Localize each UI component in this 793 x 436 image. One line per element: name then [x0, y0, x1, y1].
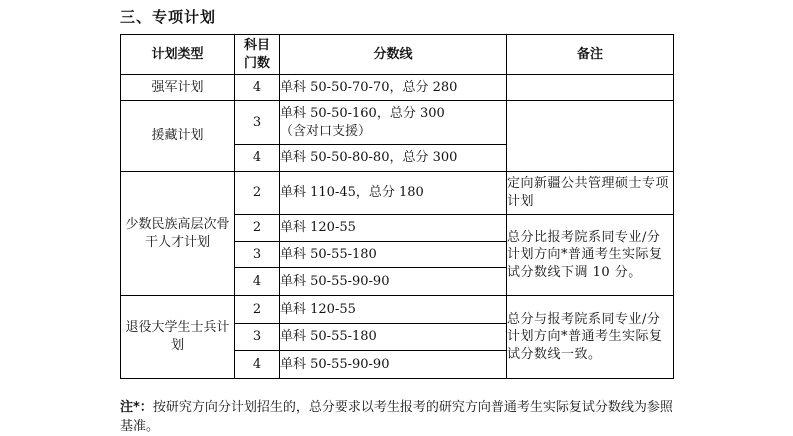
- score-line-cell: 单科 50-55-180: [280, 242, 507, 268]
- plan-type-cell: 退役大学生士兵计划: [121, 296, 235, 379]
- header-score-line: 分数线: [280, 35, 507, 75]
- special-plan-table: [120, 34, 674, 379]
- remark-cell: 总分与报考院系同专业/分计划方向*普通考生实际复试分数线一致。: [507, 296, 674, 379]
- header-plan-type: 计划类型: [121, 35, 235, 75]
- remark-cell: 总分比报考院系同专业/分计划方向*普通考生实际复试分数线下调 10 分。: [507, 215, 674, 296]
- table-row: [121, 75, 674, 101]
- table-row: [121, 172, 674, 215]
- footnote: [120, 398, 680, 436]
- score-line-cell: 单科 50-55-90-90: [280, 351, 507, 379]
- subject-count-cell: 3: [235, 324, 280, 351]
- footnote-label: 注*：: [120, 400, 153, 415]
- header-subject-count: 科目 门数: [235, 35, 280, 75]
- subject-count-cell: 2: [235, 172, 280, 215]
- score-line-cell: 单科 120-55: [280, 296, 507, 324]
- subject-count-cell: 3: [235, 242, 280, 268]
- subject-count-cell: 4: [235, 75, 280, 101]
- subject-count-cell: 4: [235, 268, 280, 296]
- score-line-cell: 单科 50-50-80-80，总分 300: [280, 145, 507, 172]
- table-row: [121, 296, 674, 324]
- subject-count-cell: 2: [235, 215, 280, 242]
- score-line-cell: 单科 110-45，总分 180: [280, 172, 507, 215]
- subject-count-cell: 2: [235, 296, 280, 324]
- score-line-cell: 单科 50-55-180: [280, 324, 507, 351]
- footnote-text: 按研究方向分计划招生的，总分要求以考生报考的研究方向普通考生实际复试分数线为参照基准。: [120, 400, 673, 434]
- table-header-row: [121, 35, 674, 75]
- subject-count-cell: 3: [235, 101, 280, 145]
- remark-cell: [507, 101, 674, 172]
- subject-count-cell: 4: [235, 145, 280, 172]
- plan-type-cell: 少数民族高层次骨干人才计划: [121, 172, 235, 296]
- score-line-cell: 单科 50-50-70-70，总分 280: [280, 75, 507, 101]
- remark-cell: 定向新疆公共管理硕士专项计划: [507, 172, 674, 215]
- score-line-cell: 单科 120-55: [280, 215, 507, 242]
- score-line-cell: 单科 50-55-90-90: [280, 268, 507, 296]
- header-remark: 备注: [507, 35, 674, 75]
- section-title: 三、专项计划: [120, 8, 217, 26]
- score-line-cell: 单科 50-50-160，总分 300 （含对口支援）: [280, 101, 507, 145]
- remark-cell: [507, 75, 674, 101]
- subject-count-cell: 4: [235, 351, 280, 379]
- table-row: [121, 101, 674, 145]
- plan-type-cell: 援藏计划: [121, 101, 235, 172]
- plan-type-cell: 强军计划: [121, 75, 235, 101]
